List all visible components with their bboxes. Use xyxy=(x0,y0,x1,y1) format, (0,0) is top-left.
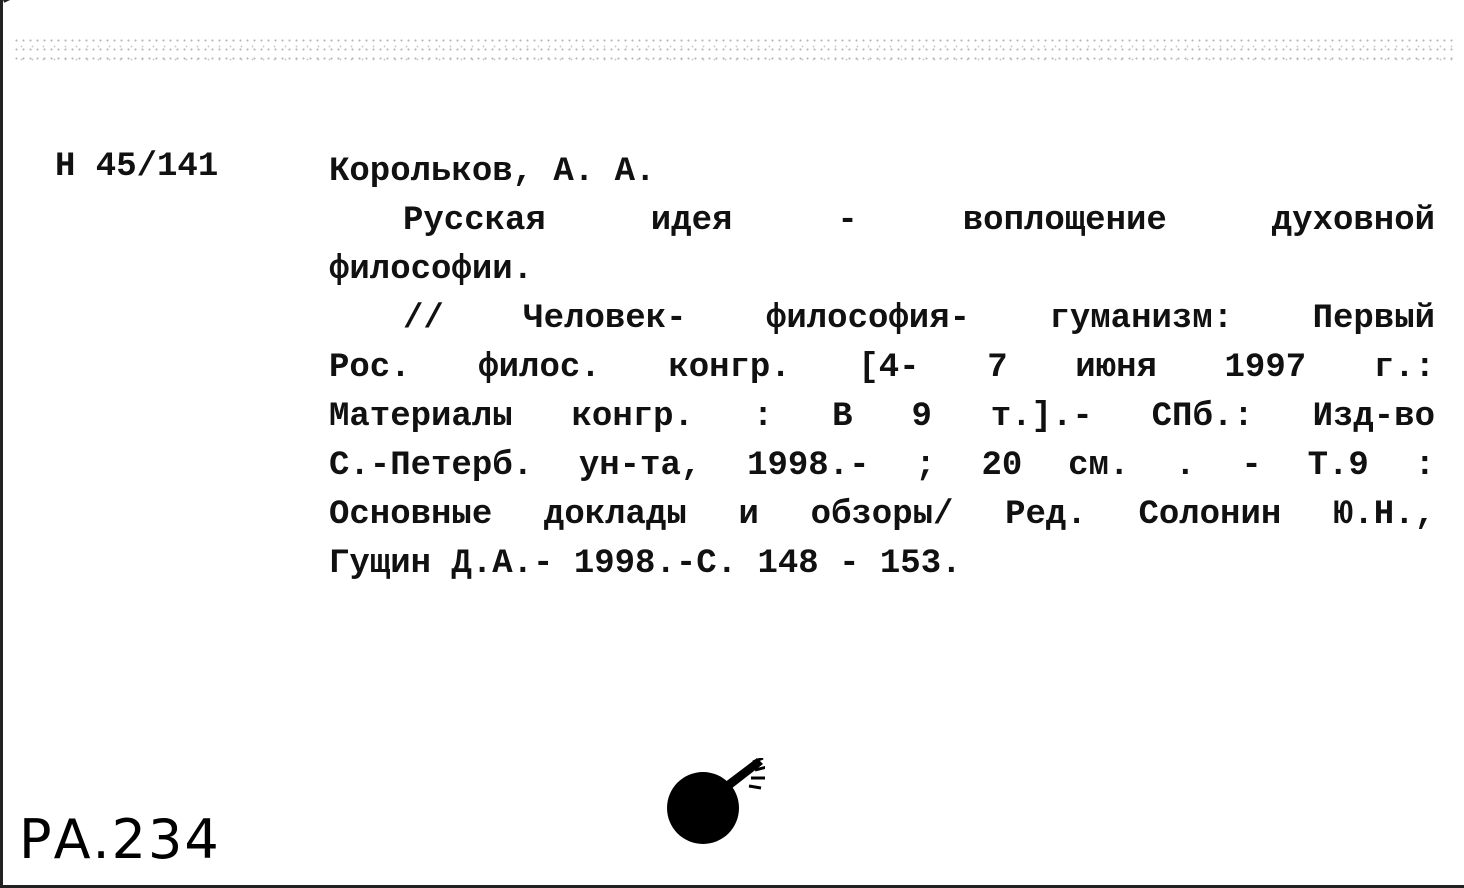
source-line-4: С.-Петерб. ун-та, 1998.- ; 20 см. . - Т.9 : xyxy=(329,447,1435,485)
author-line: Корольков, А. А. xyxy=(329,153,656,191)
title-line-1: Русская идея - воплощение духовной xyxy=(403,202,1435,240)
source-line-1: // Человек- философия- гуманизм: Первый xyxy=(403,300,1435,338)
source-line-3: Материалы конгр. : В 9 т.].- СПб.: Изд-во xyxy=(329,398,1435,436)
source-line-5: Основные доклады и обзоры/ Ред. Солонин Ю.Н., xyxy=(329,496,1435,534)
title-line-2: философии. xyxy=(329,251,534,289)
source-line-2: Рос. филос. конгр. [4- 7 июня 1997 г.: xyxy=(329,349,1435,387)
ink-blot-icon xyxy=(665,758,765,858)
source-line-6: Гущин Д.А.- 1998.-С. 148 - 153. xyxy=(329,545,962,583)
bibliographic-entry xyxy=(329,148,1435,589)
handwritten-code: РА.234 xyxy=(19,808,221,871)
shelf-mark: Н 45/141 xyxy=(55,148,219,186)
corner-mark xyxy=(3,0,19,8)
scan-noise-strip xyxy=(13,36,1453,66)
